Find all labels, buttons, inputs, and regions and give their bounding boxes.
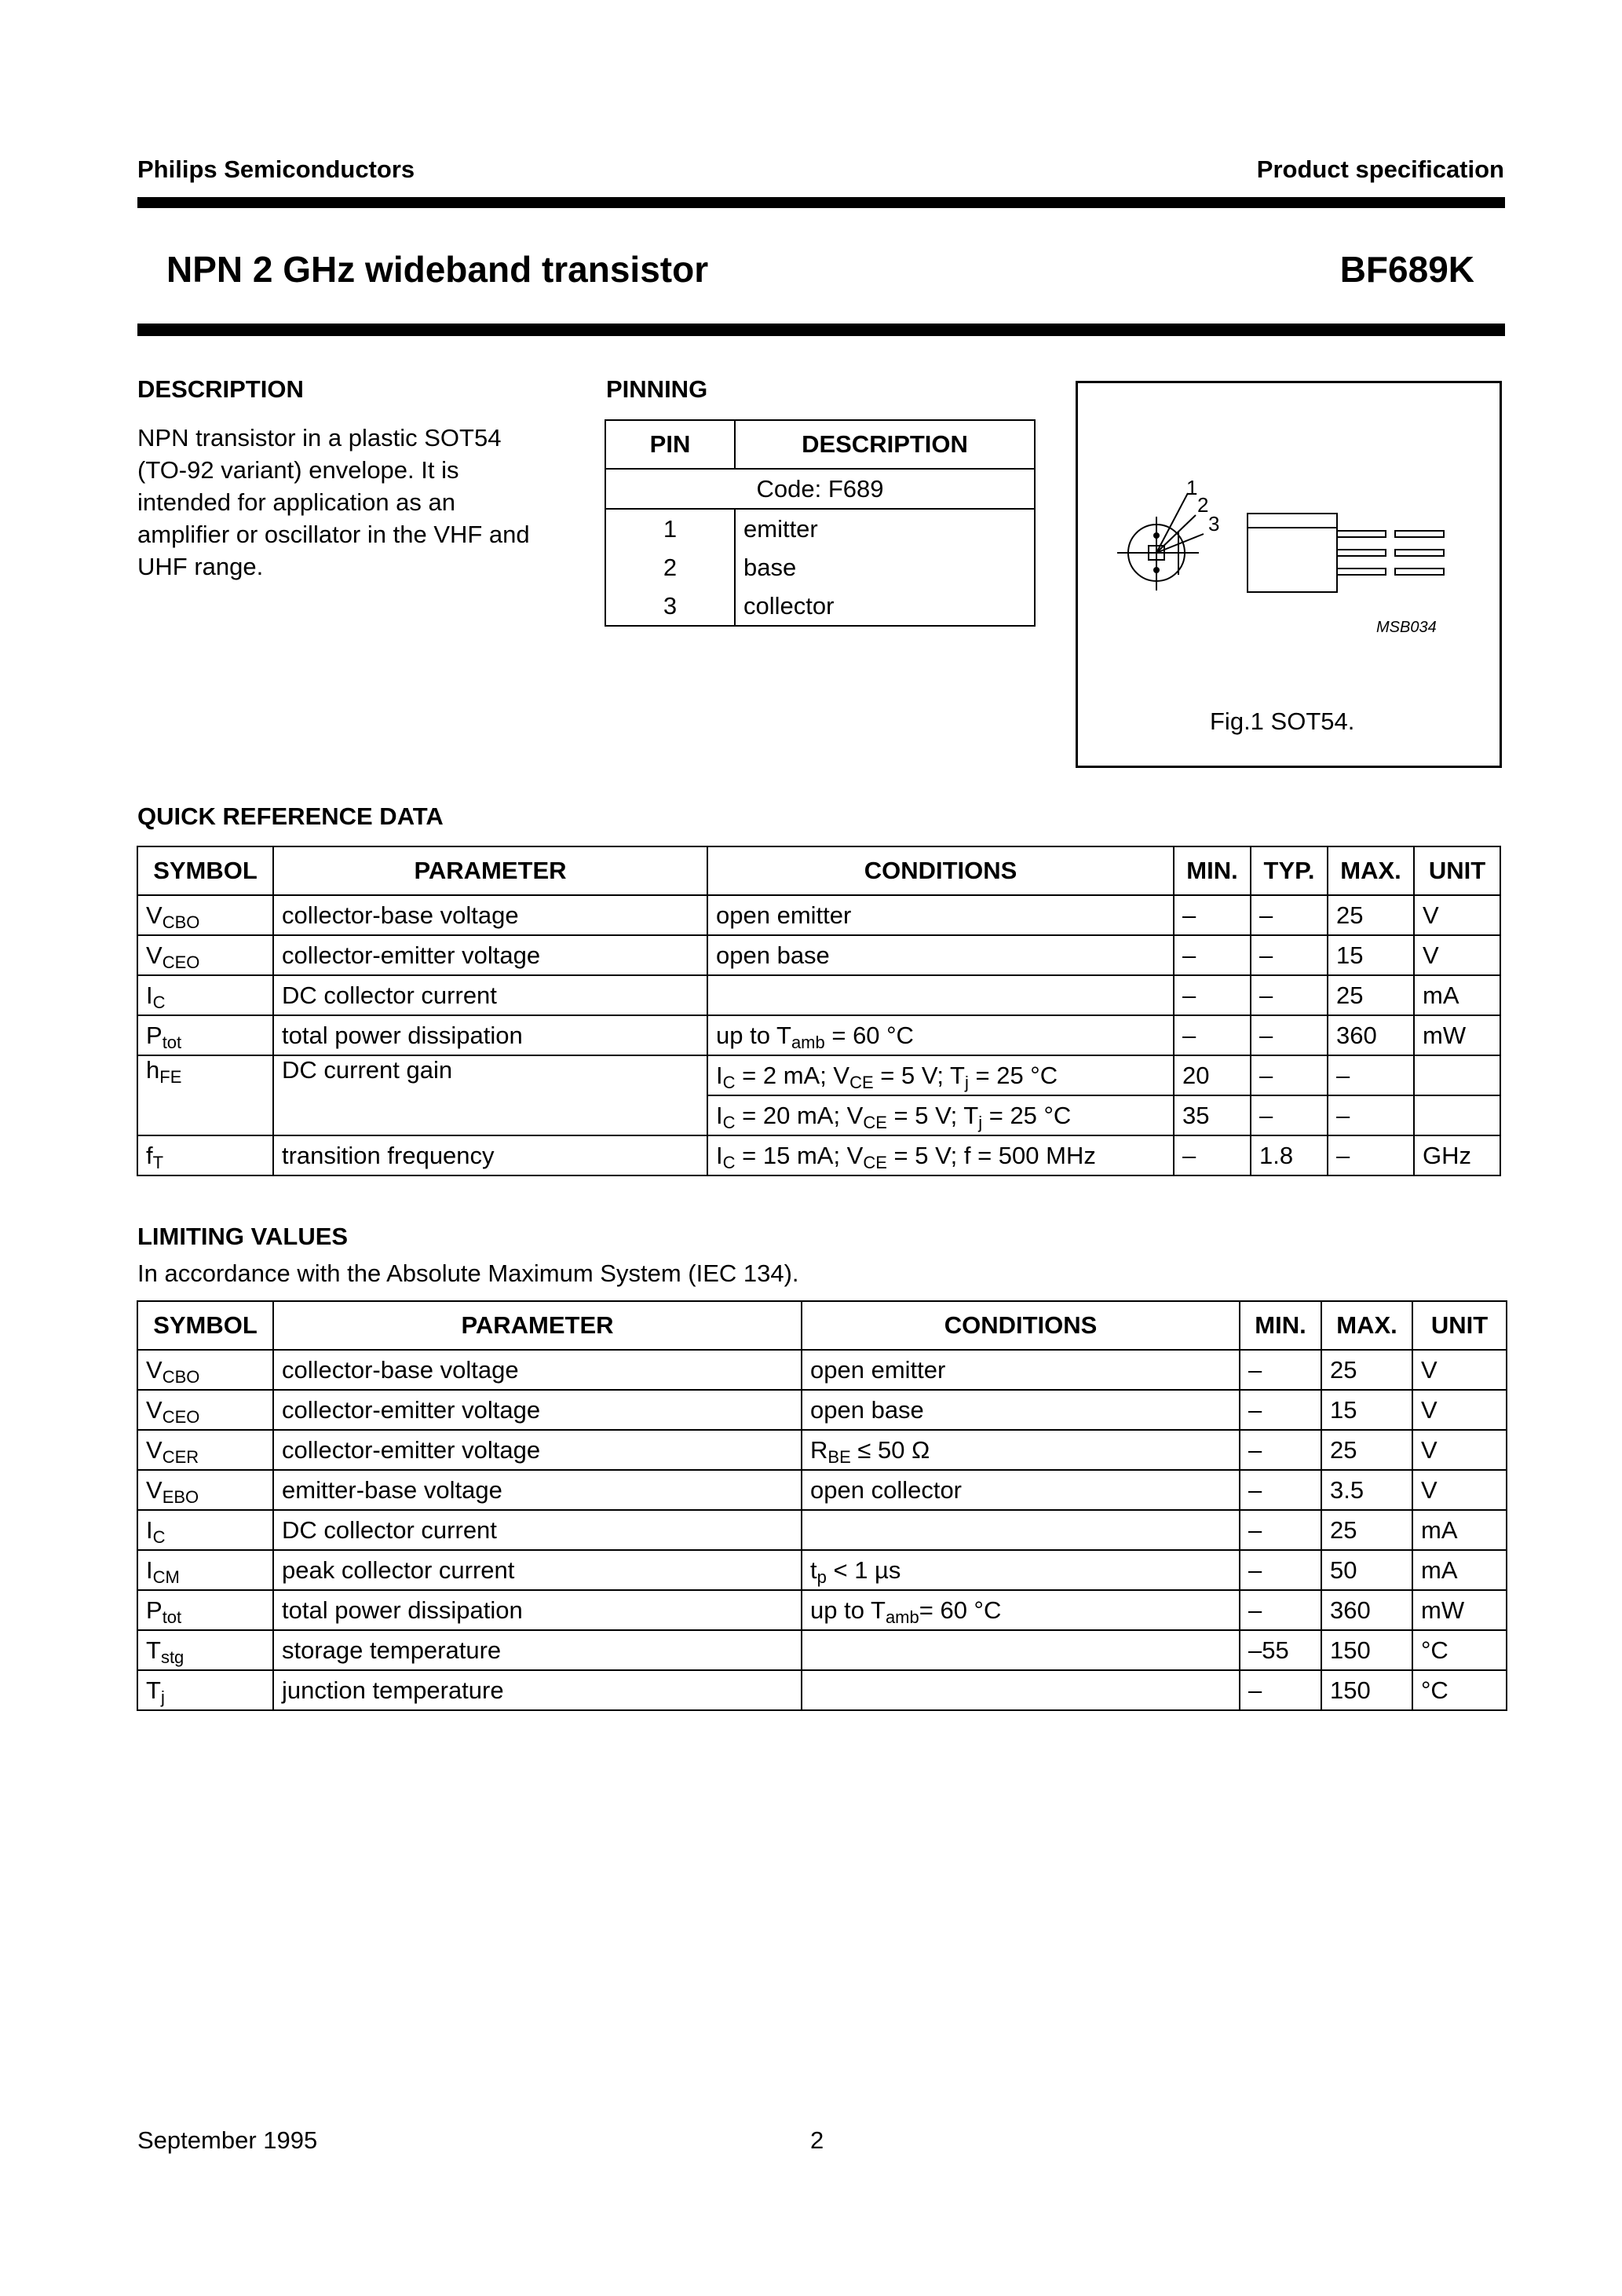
col-min: MIN. (1240, 1301, 1321, 1350)
conditions-cell: $I_C = 15$ mA; $V_{CE} = 5$ V; f = 500 MHz (707, 1135, 1174, 1175)
description-line: UHF range. (137, 553, 264, 580)
symbol-cell: $T_j$ (137, 1670, 273, 1710)
min-cell: – (1240, 1390, 1321, 1430)
typ-cell: – (1251, 1015, 1328, 1055)
qrd-heading: QUICK REFERENCE DATA (137, 803, 444, 830)
description-line: intended for application as an (137, 488, 456, 516)
symbol-cell: $V_{CBO}$ (137, 895, 273, 935)
col-symbol: SYMBOL (137, 1301, 273, 1350)
symbol-cell: $V_{CER}$ (137, 1430, 273, 1470)
col-conditions: CONDITIONS (802, 1301, 1240, 1350)
unit-cell: mA (1412, 1510, 1507, 1550)
table-row (137, 1550, 1507, 1590)
parameter-cell: junction temperature (273, 1670, 802, 1710)
marking-code: Code: F689 (605, 469, 1035, 509)
conditions-cell (802, 1670, 1240, 1710)
col-parameter: PARAMETER (273, 846, 707, 895)
max-cell: 15 (1328, 935, 1414, 975)
max-cell: 25 (1328, 895, 1414, 935)
figure-code: MSB034 (1376, 619, 1437, 636)
footer-date: September 1995 (137, 2126, 318, 2154)
unit-cell: V (1412, 1390, 1507, 1430)
conditions-cell: up to $T_{amb} = 60$ °C (707, 1015, 1174, 1055)
header-rule (137, 197, 1505, 208)
conditions-cell (707, 975, 1174, 1015)
typ-cell: – (1251, 935, 1328, 975)
description-line: (TO-92 variant) envelope. It is (137, 456, 459, 484)
min-cell: – (1240, 1470, 1321, 1510)
col-pin: PIN (605, 420, 735, 469)
pin-row (605, 548, 1035, 587)
max-cell: 360 (1328, 1015, 1414, 1055)
parameter-cell: collector-emitter voltage (273, 1430, 802, 1470)
unit-cell: GHz (1414, 1135, 1500, 1175)
symbol-cell: $f_T$ (137, 1135, 273, 1175)
conditions-cell: open base (707, 935, 1174, 975)
min-cell: – (1174, 1015, 1251, 1055)
min-cell: – (1174, 975, 1251, 1015)
col-conditions: CONDITIONS (707, 846, 1174, 895)
parameter-cell: DC current gain (273, 1055, 707, 1095)
symbol-cell: $V_{EBO}$ (137, 1470, 273, 1510)
col-parameter: PARAMETER (273, 1301, 802, 1350)
symbol-cell: $P_{tot}$ (137, 1590, 273, 1630)
pin-label-3: 3 (1208, 512, 1220, 536)
table-row (137, 1510, 1507, 1550)
pin-description: base (735, 548, 1035, 587)
pin-description: collector (735, 587, 1035, 626)
conditions-cell: open emitter (802, 1350, 1240, 1390)
conditions-cell: $R_{BE} \le 50$ Ω (802, 1430, 1240, 1470)
col-min: MIN. (1174, 846, 1251, 895)
typ-cell: – (1251, 975, 1328, 1015)
qrd-header-row (137, 846, 1500, 895)
max-cell: 25 (1328, 975, 1414, 1015)
conditions-cell: open emitter (707, 895, 1174, 935)
description-line: amplifier or oscillator in the VHF and (137, 521, 530, 548)
parameter-cell: collector-emitter voltage (273, 1390, 802, 1430)
conditions-cell: up to $T_{amb}= 60$ °C (802, 1590, 1240, 1630)
max-cell: 150 (1321, 1670, 1412, 1710)
parameter-cell: collector-emitter voltage (273, 935, 707, 975)
page-title: NPN 2 GHz wideband transistor (166, 249, 709, 290)
conditions-cell (802, 1510, 1240, 1550)
conditions-cell: $I_C = 20$ mA; $V_{CE} = 5$ V; $T_j = 25$ °C (707, 1095, 1174, 1135)
unit-cell (1414, 1055, 1500, 1095)
unit-cell: mA (1414, 975, 1500, 1015)
table-row (137, 1055, 1500, 1095)
min-cell: – (1174, 1135, 1251, 1175)
typ-cell: – (1251, 895, 1328, 935)
symbol-cell: $I_C$ (137, 975, 273, 1015)
pinning-heading: PINNING (606, 375, 708, 403)
description-line: NPN transistor in a plastic SOT54 (137, 424, 502, 452)
table-row (137, 1430, 1507, 1470)
typ-cell: – (1251, 1055, 1328, 1095)
page-number: 2 (810, 2126, 824, 2154)
description-heading: DESCRIPTION (137, 375, 304, 403)
min-cell: 35 (1174, 1095, 1251, 1135)
col-description: DESCRIPTION (735, 420, 1035, 469)
parameter-cell: collector-base voltage (273, 1350, 802, 1390)
symbol-cell: $V_{CEO}$ (137, 935, 273, 975)
pin-label-1: 1 (1186, 476, 1198, 499)
min-cell: – (1240, 1430, 1321, 1470)
parameter-cell: DC collector current (273, 975, 707, 1015)
symbol-cell: $I_{CM}$ (137, 1550, 273, 1590)
unit-cell: V (1414, 935, 1500, 975)
pin-row (605, 587, 1035, 626)
symbol-cell: $T_{stg}$ (137, 1630, 273, 1670)
symbol-cell: $V_{CEO}$ (137, 1390, 273, 1430)
table-row (137, 1135, 1500, 1175)
unit-cell: V (1412, 1350, 1507, 1390)
unit-cell: mW (1412, 1590, 1507, 1630)
pin-row (605, 509, 1035, 548)
col-unit: UNIT (1412, 1301, 1507, 1350)
parameter-cell: transition frequency (273, 1135, 707, 1175)
parameter-cell: total power dissipation (273, 1015, 707, 1055)
max-cell: 150 (1321, 1630, 1412, 1670)
max-cell: – (1328, 1055, 1414, 1095)
unit-cell: mA (1412, 1550, 1507, 1590)
table-row (137, 1470, 1507, 1510)
parameter-cell: collector-base voltage (273, 895, 707, 935)
limiting-values-table (137, 1300, 1507, 1711)
lv-header-row (137, 1301, 1507, 1350)
conditions-cell (802, 1630, 1240, 1670)
table-row (137, 1630, 1507, 1670)
table-row (137, 1670, 1507, 1710)
max-cell: 15 (1321, 1390, 1412, 1430)
pinning-code-row (605, 469, 1035, 509)
conditions-cell: open base (802, 1390, 1240, 1430)
min-cell: – (1174, 935, 1251, 975)
min-cell: – (1240, 1590, 1321, 1630)
parameter-cell: total power dissipation (273, 1590, 802, 1630)
unit-cell: mW (1414, 1015, 1500, 1055)
parameter-cell: DC collector current (273, 1510, 802, 1550)
typ-cell: 1.8 (1251, 1135, 1328, 1175)
max-cell: 25 (1321, 1350, 1412, 1390)
table-row (137, 1015, 1500, 1055)
min-cell: – (1174, 895, 1251, 935)
conditions-cell: $I_C = 2$ mA; $V_{CE} = 5$ V; $T_j = 25$ °C (707, 1055, 1174, 1095)
max-cell: 50 (1321, 1550, 1412, 1590)
figure-caption: Fig.1 SOT54. (1210, 707, 1355, 735)
lv-heading: LIMITING VALUES (137, 1223, 349, 1250)
max-cell: 360 (1321, 1590, 1412, 1630)
document-type: Product specification (1256, 155, 1504, 183)
figure-sot54 (1076, 381, 1502, 768)
company-name: Philips Semiconductors (137, 155, 415, 183)
symbol-cell: $V_{CBO}$ (137, 1350, 273, 1390)
quick-reference-table (137, 846, 1501, 1176)
typ-cell: – (1251, 1095, 1328, 1135)
pin-label-2: 2 (1197, 493, 1209, 517)
max-cell: – (1328, 1095, 1414, 1135)
description-text (137, 422, 577, 583)
symbol-cell: $h_{FE}$ (137, 1055, 273, 1095)
col-max: MAX. (1321, 1301, 1412, 1350)
pinning-table (605, 419, 1036, 627)
table-row (137, 1590, 1507, 1630)
col-unit: UNIT (1414, 846, 1500, 895)
min-cell: – (1240, 1350, 1321, 1390)
conditions-cell: $t_p < 1$ µs (802, 1550, 1240, 1590)
min-cell: 20 (1174, 1055, 1251, 1095)
max-cell: 3.5 (1321, 1470, 1412, 1510)
conditions-cell: open collector (802, 1470, 1240, 1510)
parameter-cell: storage temperature (273, 1630, 802, 1670)
table-row (137, 1390, 1507, 1430)
parameter-cell (273, 1095, 707, 1135)
pin-description: emitter (735, 509, 1035, 548)
lv-note: In accordance with the Absolute Maximum System (IEC 134). (137, 1260, 799, 1287)
min-cell: – (1240, 1510, 1321, 1550)
unit-cell: °C (1412, 1630, 1507, 1670)
table-row (137, 1095, 1500, 1135)
table-row (137, 1350, 1507, 1390)
min-cell: – (1240, 1670, 1321, 1710)
table-row (137, 935, 1500, 975)
unit-cell: V (1412, 1470, 1507, 1510)
unit-cell (1414, 1095, 1500, 1135)
col-symbol: SYMBOL (137, 846, 273, 895)
title-rule (137, 324, 1505, 336)
max-cell: 25 (1321, 1430, 1412, 1470)
unit-cell: V (1414, 895, 1500, 935)
symbol-cell: $P_{tot}$ (137, 1015, 273, 1055)
parameter-cell: emitter-base voltage (273, 1470, 802, 1510)
table-row (137, 975, 1500, 1015)
col-typ: TYP. (1251, 846, 1328, 895)
unit-cell: °C (1412, 1670, 1507, 1710)
table-row (137, 895, 1500, 935)
pinning-header-row (605, 420, 1035, 469)
max-cell: – (1328, 1135, 1414, 1175)
pin-number: 1 (605, 509, 735, 548)
min-cell: – (1240, 1550, 1321, 1590)
min-cell: –55 (1240, 1630, 1321, 1670)
col-max: MAX. (1328, 846, 1414, 895)
pin-number: 2 (605, 548, 735, 587)
parameter-cell: peak collector current (273, 1550, 802, 1590)
max-cell: 25 (1321, 1510, 1412, 1550)
symbol-cell: $I_C$ (137, 1510, 273, 1550)
symbol-cell (137, 1095, 273, 1135)
unit-cell: V (1412, 1430, 1507, 1470)
part-number: BF689K (1339, 249, 1474, 290)
pin-number: 3 (605, 587, 735, 626)
